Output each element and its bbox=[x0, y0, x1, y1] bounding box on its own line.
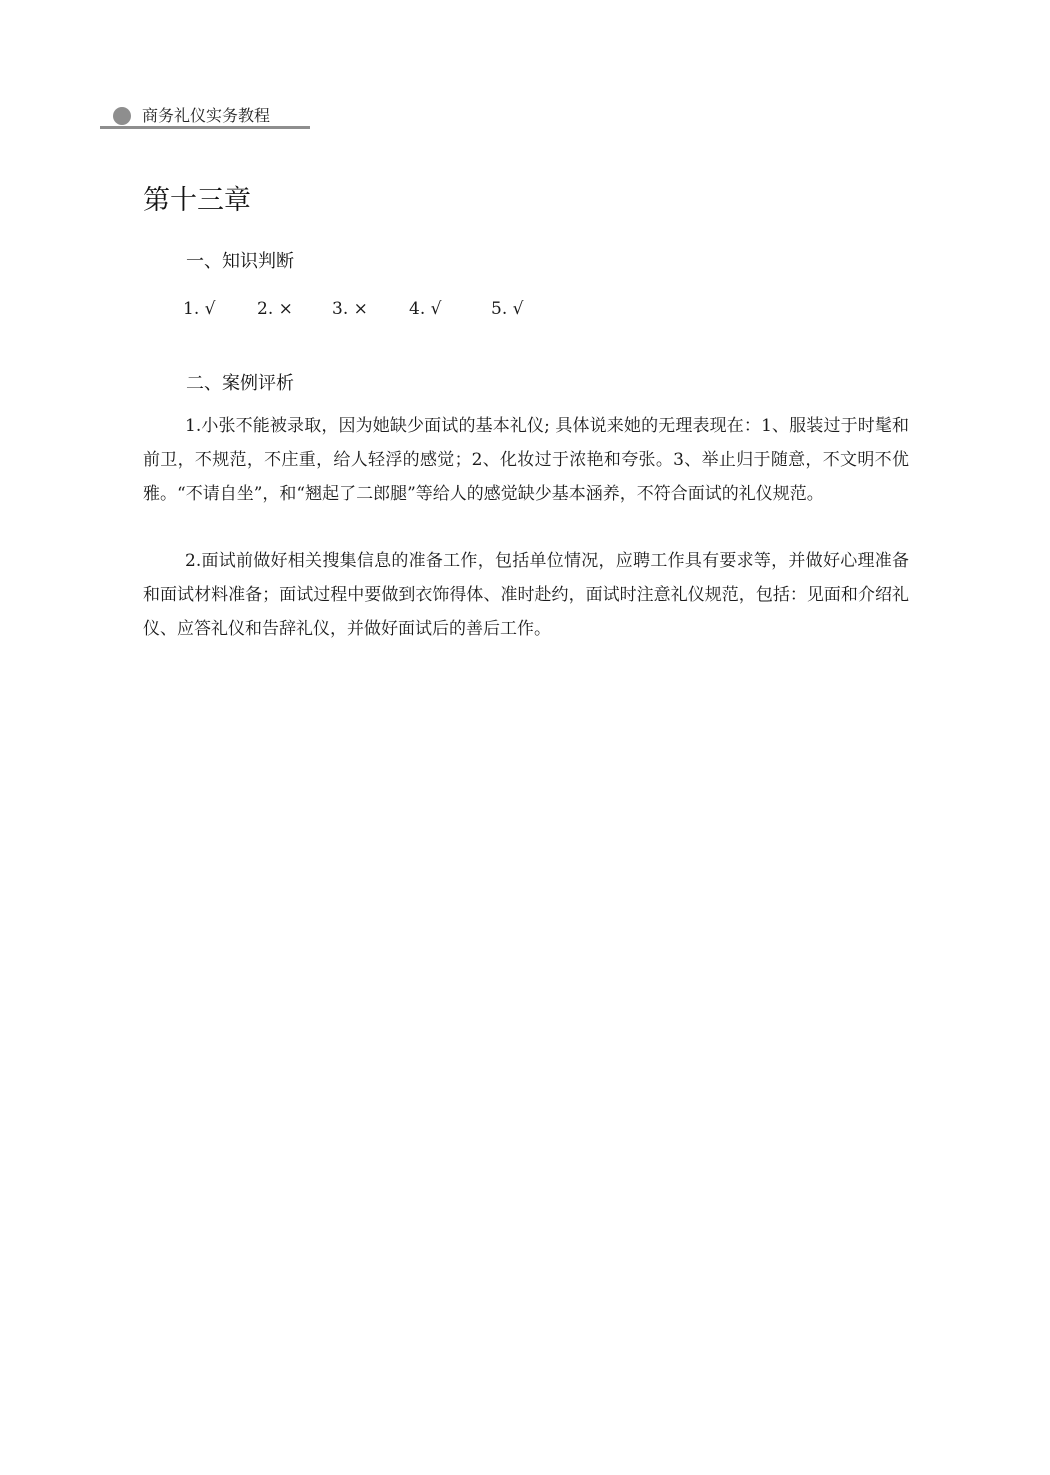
answer-item: 2. × bbox=[257, 299, 293, 319]
answer-item: 5. √ bbox=[491, 299, 524, 319]
chapter-title: 第十三章 bbox=[143, 185, 251, 216]
running-header bbox=[100, 104, 310, 128]
case-paragraph: 2.面试前做好相关搜集信息的准备工作，包括单位情况，应聘工作具有要求等，并做好心理准备和面试材料准备；面试过程中要做到衣饰得体、准时赴约，面试时注意礼仪规范，包括：见面和介绍礼仪、应答礼仪和告辞礼仪，并做好面试后的善后工作。 bbox=[143, 551, 909, 639]
case-paragraph: 1.小张不能被录取，因为她缺少面试的基本礼仪; 具体说来她的无理表现在：1、服装过于时髦和前卫，不规范，不庄重，给人轻浮的感觉；2、化妆过于浓艳和夸张。3、举止归于随意，不文明不优雅。“不请自坐”，和“翘起了二郎腿”等给人的感觉缺少基本涵养，不符合面试的礼仪规范。 bbox=[143, 416, 909, 504]
answer-list bbox=[183, 296, 551, 322]
book-title: 商务礼仪实务教程 bbox=[142, 106, 271, 125]
section-heading-knowledge: 一、知识判断 bbox=[186, 251, 294, 272]
answer-item: 3. × bbox=[332, 299, 368, 319]
answer-item: 4. √ bbox=[409, 299, 442, 319]
header-dot-icon bbox=[113, 107, 131, 125]
header-rule bbox=[100, 126, 310, 129]
answer-item: 1. √ bbox=[183, 299, 216, 319]
section-heading-case-analysis: 二、案例评析 bbox=[186, 373, 294, 394]
